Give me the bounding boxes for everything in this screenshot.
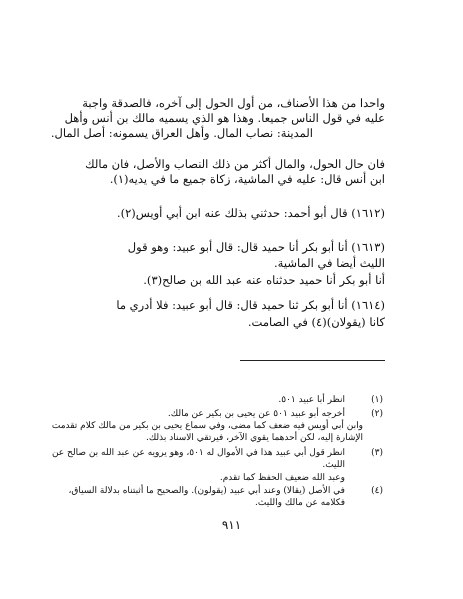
footnote-number: (٢) — [371, 409, 383, 419]
page-number: ٩١١ — [221, 518, 242, 532]
body-line: ابن أنس قال: عليه في الماشية، زكاة جميع ما في يديه(١). — [109, 172, 385, 186]
footnote-text: وعبد الله ضعيف الحفظ كما تقدم. — [219, 473, 345, 483]
footnote-text: الإشارة إليه، لكن أحدهما يقوي الآخر، فيرتقي الاسناد بذلك. — [145, 433, 363, 443]
footnote-text: انظر قول أبي عبيد هذا في الأموال له ٥٠١، وهو يرويه عن عبد الله بن صالح عن — [51, 448, 345, 458]
body-line: فان حال الحول، والمال أكثر من ذلك النصاب والأصل، فان مالك — [85, 157, 385, 171]
footnote-number: (١) — [371, 395, 383, 405]
hadith-1613-line: (١٦١٣) أنا أبو بكر أنا حميد قال: قال أبو عبيد: وهو قول — [127, 240, 385, 254]
body-line: أنا أبو بكر أنا حميد حدثناه عنه عبد الله بن صالح(٣). — [143, 273, 385, 287]
footnote-text: في الأصل (يقالا) وعند أبي عبيد (يقولون). والصحيح ما أثبتناه بدلالة السياق، — [68, 486, 345, 496]
footnote-text: انظر أبا عبيد ٥٠١. — [278, 395, 345, 405]
body-line: المدينة: نصاب المال. وأهل العراق يسمونه: أصل المال. — [50, 126, 313, 140]
hadith-1614-line: كانا (يقولان)(٤) في الصامت. — [247, 315, 385, 329]
footnote-text: فكلامه عن مالك والليث. — [255, 498, 345, 508]
footnote-text: أخرجه أبو عبيد ٥٠١ عن يحيى بن بكير عن مالك. — [167, 409, 345, 419]
footnote-text: وابن أبي أويس فيه ضعف كما مضى، وفي سماع يحيى بن بكير من مالك كلام تقدمت — [51, 421, 363, 431]
hadith-1613-line: الليث أيضا في الماشية. — [274, 256, 385, 270]
body-line: عليه في قول الناس جميعا. وهذا هو الذي يسميه مالك بن أنس وأهل — [64, 111, 385, 125]
body-line: واحدا من هذا الأصناف، من أول الحول إلى آخره، فالصدقة واجبة — [82, 96, 385, 110]
hadith-1612: (١٦١٢) قال أبو أحمد: حدثني بذلك عنه ابن أبي أويس(٢). — [116, 206, 385, 220]
footnote-text: الليث. — [322, 460, 345, 470]
footnote-number: (٣) — [371, 448, 383, 458]
footnote-separator — [240, 360, 385, 361]
footnote-number: (٤) — [371, 486, 383, 496]
hadith-1614-line: (١٦١٤) أنا أبو بكر ثنا حميد قال: قال أبو عبيد: فلا أدري ما — [116, 298, 385, 312]
